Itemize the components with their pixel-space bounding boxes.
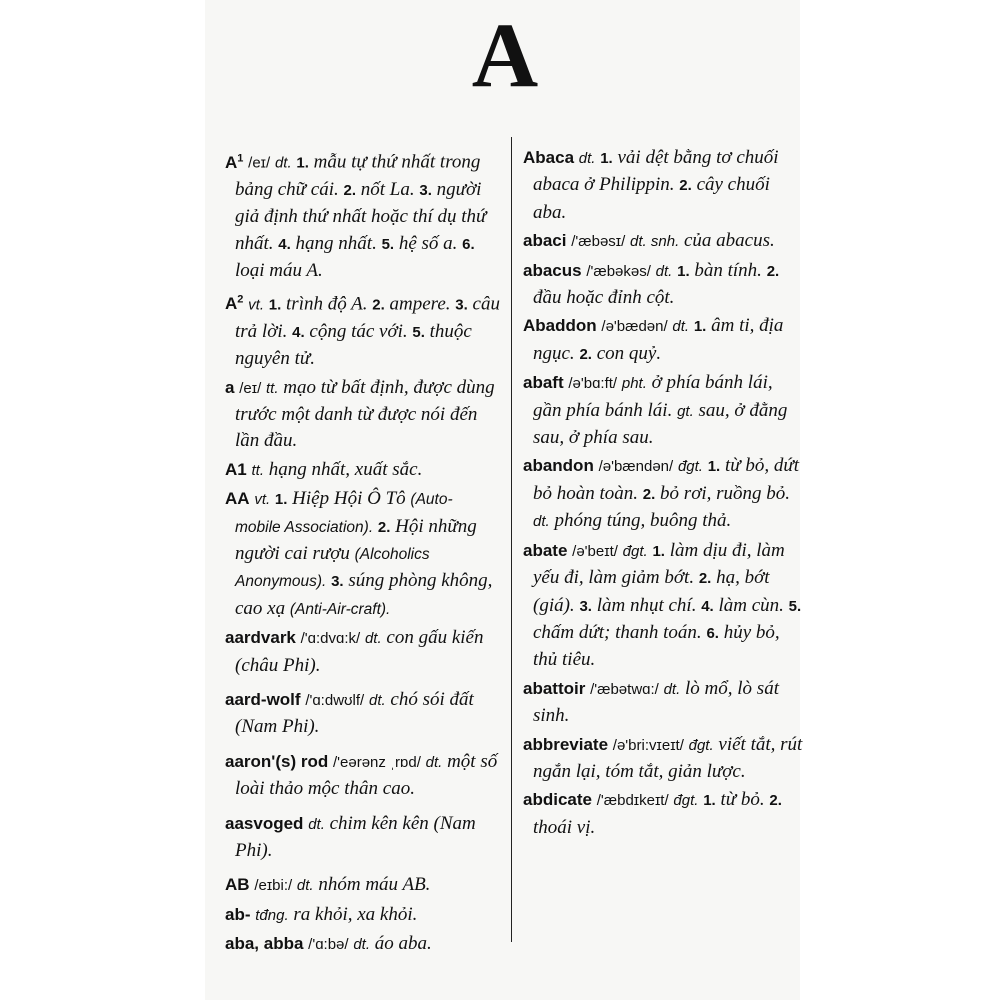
- headword: $A^2$: [225, 293, 244, 314]
- headword: A1: [225, 459, 247, 479]
- entry-aarons-rod: aaron'(s) rod /'eərənz ˌrɒd/ dt. một số loài thảo mộc thân cao.: [225, 750, 498, 800]
- headword: abdicate: [523, 790, 592, 810]
- entry-abaci: abaci /'æbəsɪ/ dt. snh. của abacus.: [523, 230, 775, 252]
- headword: abbreviate: [523, 734, 609, 754]
- entry-abattoir: abattoir /'æbətwɑ:/ dt. lò mổ, lò sát sinh.: [523, 677, 779, 727]
- entry-a1: $A^1$ /eɪ/ dt. 1. mẫu tự thứ nhất trong bảng chữ cái. 2. nốt La. 3. người giả định thứ nhất hoặc thí dụ thứ nhất. 4. hạng nhất. 5. hệ số a. 6. loại máu A.: [225, 151, 487, 282]
- headword: AB: [225, 875, 250, 895]
- part-of-speech: vt.: [248, 296, 264, 314]
- headword: aard-wolf: [225, 690, 301, 710]
- entry-aasvoged: aasvoged dt. chim kên kên (Nam Phi).: [225, 812, 476, 862]
- headword: Abaca: [523, 148, 575, 167]
- headword: abandon: [523, 456, 594, 476]
- headword: abaci: [523, 231, 567, 251]
- section-letter: A: [471, 4, 539, 106]
- column-divider: [511, 137, 512, 942]
- headword: abattoir: [523, 678, 586, 698]
- headword: aasvoged: [225, 813, 304, 833]
- headword: a: [225, 377, 235, 397]
- headword: aardvark: [225, 628, 296, 648]
- headword: ab-: [225, 904, 251, 924]
- entry-ab-prefix: ab- tđng. ra khỏi, xa khỏi.: [225, 903, 418, 925]
- entry-a1-rank: A1 tt. hạng nhất, xuất sắc.: [225, 458, 423, 480]
- entry-abaca: Abaca dt. 1. vải dệt bằng tơ chuối abaca ở Philippin. 2. cây chuối aba.: [523, 147, 779, 223]
- entry-abaft: abaft /ə'bɑ:ft/ pht. ở phía bánh lái, gần phía bánh lái. gt. sau, ở đằng sau, ở phía sau.: [523, 372, 788, 449]
- entry-abandon: abandon /ə'bændən/ đgt. 1. từ bỏ, dứt bỏ hoàn toàn. 2. bỏ rơi, ruồng bỏ. dt. phóng túng, buông thả.: [523, 455, 800, 532]
- headword: AA: [225, 489, 250, 509]
- entry-abdicate: abdicate /'æbdɪkeɪt/ đgt. 1. từ bỏ. 2. thoái vị.: [523, 789, 782, 838]
- headword: Abaddon: [523, 316, 597, 336]
- part-of-speech: dt.: [274, 154, 292, 172]
- headword: abate: [523, 540, 568, 560]
- entry-abate: abate /ə'beɪt/ đgt. 1. làm dịu đi, làm yếu đi, làm giảm bớt. 2. hạ, bớt (giá). 3. làm nhụt chí. 4. làm cùn. 5. chấm dứt; thanh toán. 6. hủy bỏ, thủ tiêu.: [523, 539, 802, 671]
- entry-abacus: abacus /'æbəkəs/ dt. 1. bàn tính. 2. đầu hoặc đỉnh cột.: [523, 259, 780, 309]
- entry-ab: AB /eɪbi:/ dt. nhóm máu AB.: [225, 874, 431, 896]
- headword: abacus: [523, 260, 582, 280]
- pronunciation: /eɪ/: [248, 154, 271, 172]
- left-column: [225, 145, 500, 961]
- entry-a2: $A^2$ vt. 1. trình độ A. 2. ampere. 3. câu trả lời. 4. cộng tác với. 5. thuộc nguyên tử.: [225, 293, 500, 370]
- headword: $A^1$: [225, 152, 244, 172]
- entry-aardvark: aardvark /'ɑ:dvɑ:k/ dt. con gấu kiến (châu Phi).: [225, 627, 484, 676]
- entry-abaddon: Abaddon /ə'bædən/ dt. 1. âm ti, địa ngục. 2. con quỷ.: [523, 315, 784, 364]
- headword: aaron'(s) rod: [225, 751, 329, 771]
- entry-aa: AA vt. 1. Hiệp Hội Ô Tô (Auto- mobile Association). 2. Hội những người cai rượu (Alcoholics Anonymous). 3. súng phòng không, cao xạ (Anti-Air-craft).: [225, 488, 493, 619]
- right-column: [523, 145, 805, 843]
- entry-aba: aba, abba /'ɑ:bə/ dt. áo aba.: [225, 933, 432, 955]
- entry-aard-wolf: aard-wolf /'ɑ:dwʊlf/ dt. chó sói đất (Nam Phi).: [225, 689, 474, 738]
- headword: abaft: [523, 373, 564, 393]
- entry-a: a /eɪ/ tt. mạo từ bất định, được dùng trước một danh từ được nói đến lần đầu.: [225, 376, 495, 452]
- headword: aba, abba: [225, 934, 304, 954]
- entry-abbreviate: abbreviate /ə'bri:vɪeɪt/ đgt. viết tắt, rút ngắn lại, tóm tắt, giản lược.: [523, 733, 803, 782]
